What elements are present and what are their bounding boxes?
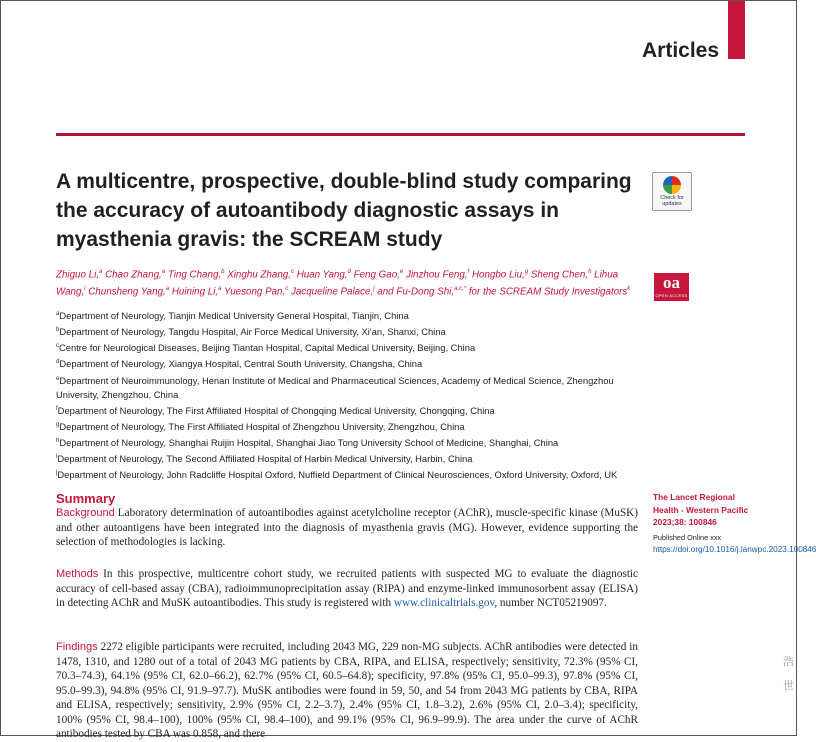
author-name[interactable]: Jinzhou Feng, [405, 269, 468, 281]
affiliation-text: Department of Neurology, The First Affiliated Hospital of Chongqing Medical University, Chongqing, China [57, 404, 495, 416]
author-affiliation-marker: d [347, 269, 351, 275]
background-paragraph [56, 506, 638, 550]
affiliation-item [56, 372, 641, 402]
affiliation-key: f [56, 405, 58, 412]
affiliation-text: Department of Neurology, Xiangya Hospital, Central South University, Changsha, China [59, 358, 423, 370]
author-affiliation-marker: e [399, 269, 404, 275]
author-name[interactable]: and Fu-Dong Shi, [377, 286, 455, 298]
article-title: A multicentre, prospective, double-blind study comparing the accuracy of autoantibody diagnostic assays in myasthenia gravis: the SCREAM study [56, 170, 632, 251]
author-affiliation-marker: a [161, 269, 166, 275]
author-affiliation-marker: a [99, 269, 103, 275]
affiliation-key: h [56, 437, 60, 444]
summary-heading: Summary [56, 491, 116, 506]
affiliation-text: Department of Neurology, The First Affiliated Hospital of Zhengzhou University, Zhengzhou, China [59, 420, 465, 432]
findings-paragraph [56, 640, 638, 742]
author-affiliation-marker: c [285, 286, 289, 293]
crossmark-icon [663, 176, 681, 194]
affiliation-key: g [56, 421, 60, 428]
edge-text-1: 浩 [783, 656, 794, 668]
author-list [56, 265, 641, 300]
affiliation-text: Department of Neurology, Tangdu Hospital, Air Force Medical University, Xi'an, Shanxi, China [59, 326, 446, 338]
findings-label: Findings [56, 641, 98, 653]
affiliation-item [56, 466, 641, 482]
author-name[interactable]: Huining Li, [171, 286, 219, 298]
author-affiliation-marker: g [524, 269, 529, 275]
check-updates-label: Check for updates [660, 195, 684, 207]
affiliation-key: a [56, 311, 60, 317]
author-affiliation-marker: a [218, 286, 222, 293]
affiliation-key: d [56, 359, 60, 366]
article-sidebar [653, 491, 816, 556]
author-name[interactable]: Ting Chang, [167, 269, 222, 281]
affiliation-text: Department of Neuroimmunology, Henan Institute of Medical and Pharmaceutical Sciences, Academy of Medical Science, Zhengzhou University, Zhengzhou, China [56, 374, 614, 400]
author-name[interactable]: Chunsheng Yang, [88, 286, 166, 298]
author-affiliation-marker: a,c,* [454, 286, 467, 293]
author-name[interactable]: Hongbo Liu, [471, 269, 525, 281]
author-affiliation-marker: b [221, 269, 225, 275]
oa-caption: OPEN ACCESS [655, 293, 688, 298]
affiliation-key: j [56, 470, 58, 477]
author-name[interactable]: Huan Yang, [296, 269, 348, 281]
affiliation-list [56, 307, 641, 482]
affiliation-item [56, 402, 641, 418]
author-affiliation-marker: j [373, 286, 375, 293]
affiliation-key: i [56, 454, 58, 460]
affiliation-key: c [56, 343, 59, 350]
clinicaltrials-link[interactable]: www.clinicaltrials.gov [393, 597, 495, 609]
check-for-updates-badge[interactable] [652, 172, 692, 211]
affiliation-text: Department of Neurology, The Second Affiliated Hospital of Harbin Medical University, Harbin, China [57, 453, 473, 465]
methods-text: In this prospective, multicentre cohort study, we recruited patients with suspected MG to evaluate the diagnostic accuracy of cell-based assay (CBA), radioimmunoprecipitation assay (RIPA) and enzyme-linked immunosorbent assay (ELISA) in detecting AChR and MuSK autoantibodies. This study is registered with [56, 568, 638, 609]
affiliation-text: Department of Neurology, Tianjin Medical University General Hospital, Tianjin, China [59, 310, 409, 322]
methods-label: Methods [56, 568, 99, 580]
author-affiliation-marker: f [467, 269, 470, 275]
author-affiliation-marker: i [84, 286, 86, 293]
author-affiliation-marker: h [588, 269, 592, 275]
author-name[interactable]: Zhiguo Li, [56, 269, 100, 281]
author-name[interactable]: Chao Zhang, [105, 269, 162, 281]
affiliation-item [56, 307, 641, 323]
affiliation-text: Department of Neurology, Shanghai Ruijin Hospital, Shanghai Jiao Tong University School of Medicine, Shanghai, China [59, 437, 559, 448]
background-label: Background [56, 507, 115, 519]
affiliation-item [56, 450, 641, 466]
author-affiliation-marker: k [627, 286, 631, 293]
findings-text: 2272 eligible participants were recruited, including 2043 MG, 229 non-MG subjects. AChR antibodies were detected in 1478, 1310, and 1280 out of a total of 2043 MG patients by CBA, RIPA, and ELISA, respectively; sensitivity, 72.3% (95% CI, 70.3–74.3), 64.1% (95% CI, 62.0–66.2), 62.7% (95% CI, 60.5–64.8); specificity, 97.8% (95% CI, 95.0–99.3), 97.8% (95% CI, 95.0–99.3), 94.8% (95% CI, 91.9–97.7). MuSK antibodies were found in 59, 50, and 54 from 2043 MG patients by CBA, RIPA and ELISA, respectively; sensitivity, 2.9% (95% CI, 2.2–3.7), 2.4% (95% CI, 1.8–3.2), 2.6% (95% CI, 2.0–3.4); specificity, 100% (95% CI, 98.4–100), 100% (95% CI, 98.4–100), and 99.1% (95% CI, 96.9–99.9). The area under the curve of AChR antibodies tested by CBA was 0.858, and there [56, 641, 638, 740]
published-online: Published Online xxx [653, 532, 722, 542]
author-affiliation-marker: a [165, 286, 170, 293]
author-name[interactable]: Xinghu Zhang, [227, 269, 291, 281]
affiliation-item [56, 323, 641, 339]
affiliation-text: Department of Neurology, John Radcliffe Hospital Oxford, Nuffield Department of Clinical Neurosciences, Oxford University, Oxford, UK [57, 469, 618, 481]
affiliation-item [56, 418, 641, 434]
affiliation-text: Centre for Neurological Diseases, Beijing Tiantan Hospital, Capital Medical University, Beijing, China [59, 342, 476, 354]
edge-text-2: 世 [783, 680, 794, 692]
affiliation-key: e [56, 375, 60, 382]
affiliation-item [56, 355, 641, 371]
author-name[interactable]: Feng Gao, [353, 269, 400, 281]
oa-logo-text: oa [663, 273, 680, 292]
author-name[interactable]: Sheng Chen, [530, 269, 589, 281]
header-rule [56, 133, 745, 136]
affiliation-item [56, 339, 641, 355]
affiliation-key: b [56, 327, 60, 334]
methods-tail: , number NCT05219097. [494, 597, 607, 609]
section-color-bar [728, 1, 745, 59]
author-name[interactable]: Lihua Wang, [56, 269, 619, 298]
author-name[interactable]: Jacqueline Palace, [290, 286, 374, 298]
author-name[interactable]: Yuesong Pan, [224, 286, 286, 298]
doi-link[interactable]: https://doi.org/10.1016/j.lanwpc.2023.100846 [653, 544, 816, 554]
affiliation-item [56, 434, 641, 450]
author-affiliation-marker: c [290, 269, 294, 275]
journal-citation: The Lancet Regional Health - Western Pacific 2023;38: 100846 [653, 492, 749, 527]
methods-paragraph [56, 567, 638, 611]
open-access-badge [654, 273, 689, 301]
section-label: Articles [642, 39, 720, 62]
author-name[interactable]: for the SCREAM Study Investigators [468, 286, 628, 298]
background-text: Laboratory determination of autoantibodies against acetylcholine receptor (AChR), muscle-specific kinase (MuSK) and other autoantigens have been integrated into the diagnosis of myasthenia gravis (MG). However, evidence supporting the selection of methodologies is lacking. [56, 507, 638, 548]
